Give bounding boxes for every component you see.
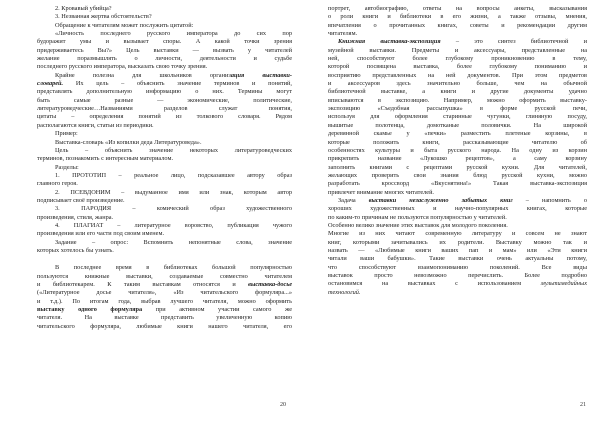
page-number: 21 (580, 402, 586, 408)
text-line: экспозицию «Съедобная рассыпушка» в форме русской печи, (328, 105, 587, 113)
text-line: деревянной скамье у «печки» разместить плетеные корзины, в (328, 130, 587, 138)
text-line: которой посвящена выставка, более глубокому пониманию и (328, 63, 587, 71)
text-line: произведения, стиля, жанра. (37, 213, 114, 221)
text-line: словарей. Их цель – объяснить значение терминов и понятий, (37, 80, 292, 88)
text-line: читателя. На выставке представить увеличенную копию (37, 314, 292, 322)
text-line: выставку одного формуляра при активном участии самого же (37, 306, 292, 314)
text-line: 4. ПЛАГИАТ – литературное воровство, публикация чужого (55, 221, 292, 229)
text-line: технологий. (328, 288, 361, 296)
text-line: книг, которыми зачитывались их родители. Выставку можно так и (328, 238, 587, 246)
text-line: назвать — «Любимые книги ваших пап и мам» или «Эти книги (328, 246, 587, 254)
text-line: которые положить книги, рассказывающие читателю об (328, 138, 587, 146)
text-line: портрет, автобиографию, ответы на вопросы анкеты, высказывания (328, 5, 587, 12)
text-line: В последнее время в библиотеках большой популярностью (55, 264, 292, 272)
text-line: читателям. (328, 30, 358, 38)
text-line: представлять дополнительную информацию о них. Термины могут (37, 88, 292, 96)
text-line: которых хотелось бы узнать. (37, 246, 114, 254)
text-line: 3. ПАРОДИЯ – комический образ художественного (55, 205, 292, 213)
text-line: музейной выставки. Предметы и аксессуары, представленные на (328, 46, 587, 54)
text-line: произведения или его части под своим именем. (37, 230, 165, 238)
text-line: подписывает своё произведение. (37, 196, 125, 204)
text-line: заполнить книгами с рецептами русской кухни. Для читателей, (328, 163, 587, 171)
text-line: и т.д.). По итогам года, выбрав лучшего читателя, можно оформить (37, 297, 292, 305)
text-line: 1. ПРОТОТИП – реальное лицо, подсказавшее автору образ (55, 171, 292, 179)
text-line: остановимся на выставках с использованием мультимедийных (328, 280, 587, 288)
text-line: используя для оформления старинные чугунки, глиняную посуду, (328, 113, 587, 121)
text-line: «Личность последнего русского императора до сих пор (55, 30, 292, 38)
text-line: располагаются книги, статьи из периодики. (37, 121, 154, 129)
text-line: главного героя. (37, 180, 78, 188)
text-line: вышитые полотенца, домотканые половички. На широкой (328, 121, 587, 129)
text-line: ней, способствуют более глубокому проникновению в тему, (328, 55, 587, 63)
text-line: последнего русского императора, высказать свою точку зрения. (37, 63, 208, 71)
text-line: терминов, познакомить с интересным материалом. (37, 155, 174, 163)
text-line: литературоведческие…Названиями разделов служат понятия, (37, 105, 292, 113)
text-line: читательского формуляра, любимые книги нашего читателя, его (37, 322, 292, 330)
text-line: желание поразмышлять о личности, деятельности и судьбе (37, 55, 292, 63)
text-line: и библиотекарем. К таким выставкам относятся и выставка-досье (37, 281, 292, 288)
text-line: желающих проверить свои знания блюд русской кухни, можно (328, 171, 587, 179)
text-line: придерживаетесь Вы?» Цель выставки — вызвать у читателей (37, 46, 292, 54)
text-line: библиотечной выставке, а книги и другие документы удачно (328, 88, 587, 96)
text-line: восприятию представленных на ней документов. При этом предметов (328, 71, 587, 79)
text-line: цитаты – определения понятий из толкового словаря. Рядом (37, 113, 292, 121)
text-line: («Литературное досье читателя», «Из читательского формуляра...» (37, 289, 292, 297)
text-line: Книжная выставка-экспозиция – это синтез библиотечной и (338, 38, 587, 46)
text-line: 2. ПСЕВДОНИМ – выдуманное имя или знак, которым автор (55, 188, 292, 196)
text-line: пользуются книжные выставки, создаваемые совместно читателем (37, 272, 292, 280)
text-line: 2. Кровавый убийца? (55, 5, 112, 12)
text-line: по каким-то причинам не пользуются популярностью у читателей. (328, 213, 507, 221)
text-line: Цель – объяснить значение некоторых литературоведческих (55, 146, 292, 154)
text-line: выставок просто невозможно перечислить. Более подробно (328, 272, 587, 279)
text-line: привлечет внимание многих читателей. (328, 188, 435, 196)
text-line: впечатления о прочитанных книгах, советы и рекомендации другим (328, 21, 587, 29)
text-line: 3. Незванная жертва обстоятельств? (55, 13, 152, 21)
text-line: что способствуют взаимопониманию поколений. Все виды (328, 263, 587, 271)
text-line: и аксессуаров здесь значительно больше, чем на обычной (328, 80, 587, 88)
text-line: Разделы: (55, 163, 79, 171)
text-line: Обращение к читателям может послужить цитатой: (55, 21, 194, 29)
paragraph-gap (37, 255, 292, 264)
text-line: быть самые разные — экономические, политические, (37, 96, 292, 104)
text-line: хороших художественных и научно-популярных книгах, которые (328, 205, 587, 213)
text-line: читали ваши бабушки». Такие выставки очень актуальны потому, (328, 255, 587, 263)
text-line: Задание – опрос: Вспомнить непонятные слова, значение (55, 238, 292, 246)
page-number: 20 (280, 402, 286, 408)
text-line: вписываются в экспозицию. Например, можно оформить выставку- (328, 96, 587, 104)
text-line: особенностях культуры и быта русского народа. На одну из корзин (328, 146, 587, 154)
text-line: о роли книги и библиотеки в его жизни, а также отзывы, мнения, (328, 13, 587, 21)
text-line: разработать кроссворд «Вкуснятина!» Такая выставка-экспозиция (328, 180, 587, 188)
text-line: Выставка-словарь «Из копилки деда Литературоведа». (55, 138, 202, 146)
text-line: Особенно велико значение этих выставок для молодого поколения. (328, 221, 508, 229)
text-line: Крайне полезна для школьников организация выставки- (55, 71, 292, 79)
text-line: Пример: (55, 130, 78, 138)
text-line: прикрепить название «Лукошко рецептов», а саму корзину (328, 155, 587, 163)
text-line: Задача выставки незаслуженно забытых книг – напомнить о (338, 196, 587, 204)
text-line: будоражит умы и вызывает споры. А какой точки зрения (37, 38, 292, 46)
text-line: Многие из них читают современную литературу и совсем не знают (328, 230, 587, 238)
right-page (300, 0, 600, 424)
